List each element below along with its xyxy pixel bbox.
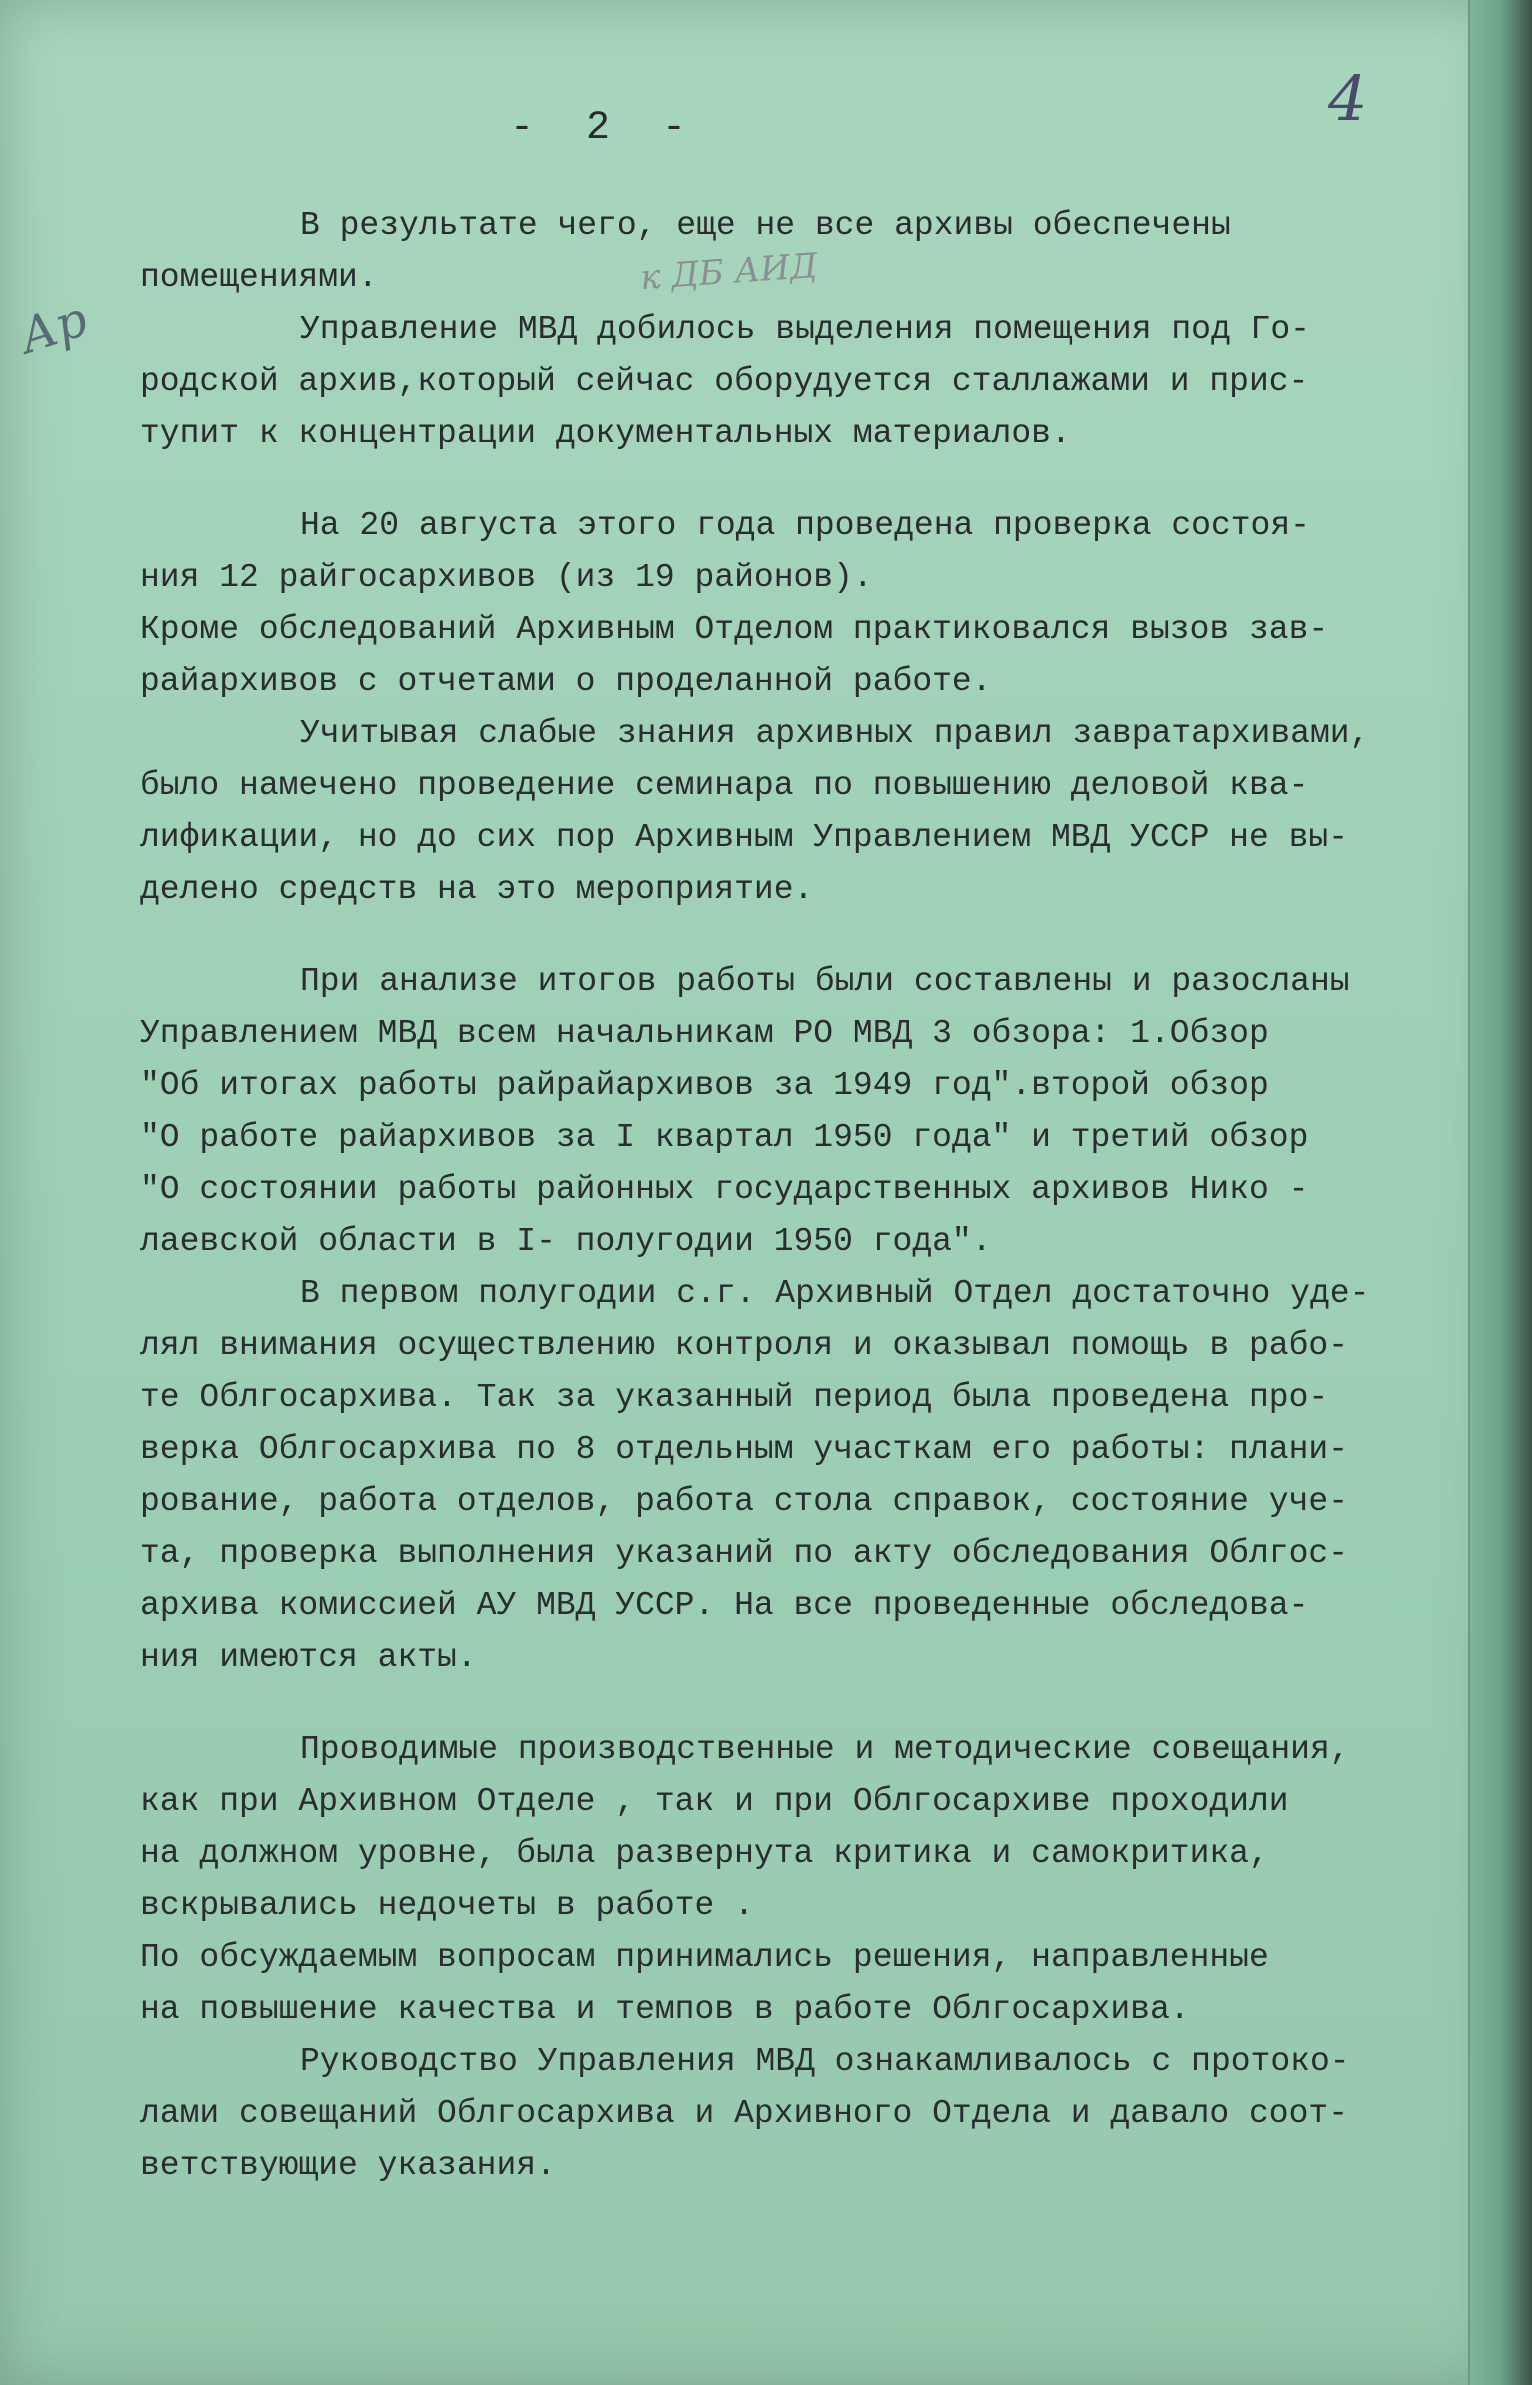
text-line: лаевской области в I- полугодии 1950 года". [140,1223,992,1260]
paragraph-gap [140,916,1440,956]
folio-number: 4 [1328,62,1368,135]
text-line: на повышение качества и темпов в работе Облгосархива. [140,1991,1190,2028]
text-line: лификации, но до сих пор Архивным Управлением МВД УССР не вы- [140,819,1348,856]
document-body [140,200,1440,2192]
text-line: ния 12 райгосархивов (из 19 районов). [140,559,873,596]
text-line: Кроме обследований Архивным Отделом практиковался вызов зав- [140,611,1329,648]
text-line: "О состоянии работы районных государственных архивов Нико - [140,1171,1309,1208]
text-line: Управление МВД добилось выделения помещения под Го- [300,311,1310,348]
text-line: как при Архивном Отделе , так и при Облгосархиве проходили [140,1783,1289,1820]
text-line: Проводимые производственные и методические совещания, [300,1731,1350,1768]
text-line: В первом полугодии с.г. Архивный Отдел достаточно уде- [300,1275,1370,1312]
pencil-note: к ДБ АИД [638,245,819,299]
text-line: верка Облгосархива по 8 отдельным участкам его работы: плани- [140,1431,1348,1468]
text-line: делено средств на это мероприятие. [140,871,814,908]
paragraph-gap [140,1684,1440,1724]
text-line: рование, работа отделов, работа стола справок, состояние уче- [140,1483,1348,1520]
paragraph [140,1724,1440,2036]
paragraph [140,956,1440,1268]
paragraph [140,1268,1440,1684]
text-line: "О работе райархивов за I квартал 1950 года" и третий обзор [140,1119,1309,1156]
text-line: на должном уровне, была развернута критика и самокритика, [140,1835,1269,1872]
text-line: те Облгосархива. Так за указанный период была проведена про- [140,1379,1329,1416]
paragraph [140,708,1440,916]
text-line: архива комиссией АУ МВД УССР. На все проведенные обследова- [140,1587,1309,1624]
text-line: В результате чего, еще не все архивы обеспечены [300,207,1231,244]
paragraph-gap [140,460,1440,500]
paragraph [140,304,1440,460]
text-line: ния имеются акты. [140,1639,477,1676]
text-line: Учитывая слабые знания архивных правил завратархивами, [300,715,1370,752]
page-number: - 2 - [510,106,701,151]
text-line: лял внимания осуществлению контроля и оказывал помощь в рабо- [140,1327,1348,1364]
text-line: райархивов с отчетами о проделанной работе. [140,663,992,700]
text-line: По обсуждаемым вопросам принимались решения, направленные [140,1939,1269,1976]
margin-initials: Ар [12,291,95,365]
text-line: "Об итогах работы райрайархивов за 1949 год".второй обзор [140,1067,1269,1104]
text-line: При анализе итогов работы были составлены и разосланы [300,963,1350,1000]
text-line: Управлением МВД всем начальникам РО МВД 3 обзора: 1.Обзор [140,1015,1269,1052]
text-line: лами совещаний Облгосархива и Архивного Отдела и давало соот- [140,2095,1348,2132]
underlying-page [1470,0,1532,2385]
text-line: помещениями. [140,259,378,296]
paragraph [140,200,1440,304]
text-line: родской архив,который сейчас оборудуется сталлажами и прис- [140,363,1309,400]
paragraph [140,500,1440,708]
text-line: та, проверка выполнения указаний по акту обследования Облгос- [140,1535,1348,1572]
paragraph [140,2036,1440,2192]
text-line: На 20 августа этого года проведена проверка состоя- [300,507,1310,544]
text-line: Руководство Управления МВД ознакамливалось с протоко- [300,2043,1350,2080]
text-line: вскрывались недочеты в работе . [140,1887,754,1924]
text-line: было намечено проведение семинара по повышению деловой ква- [140,767,1309,804]
text-line: ветствующие указания. [140,2147,556,2184]
text-line: тупит к концентрации документальных материалов. [140,415,1071,452]
